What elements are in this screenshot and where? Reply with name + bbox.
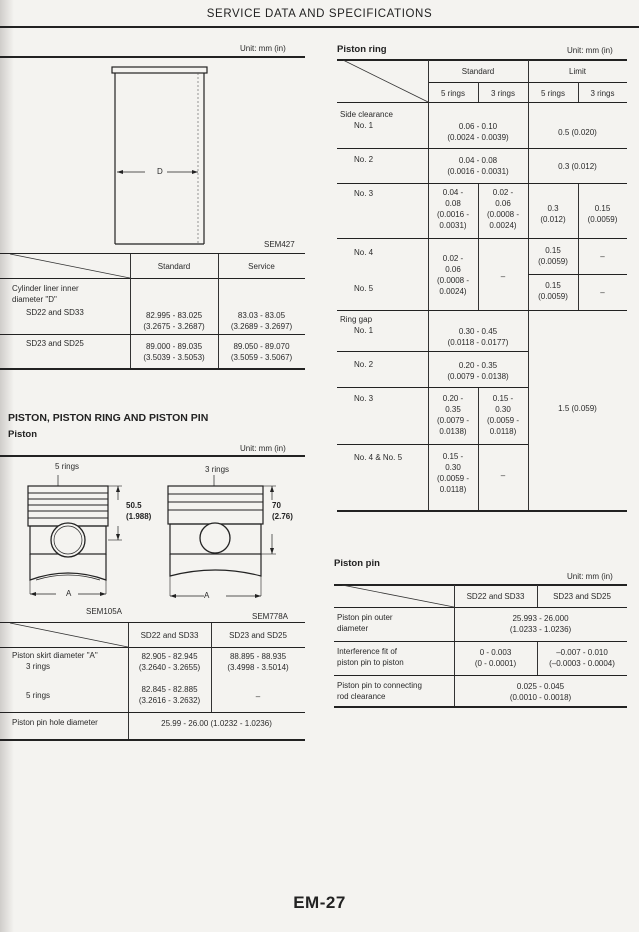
ring-hdr-lim-5: 5 rings [540,89,565,98]
pin-if-v2: –0.007 - 0.010 (–0.0003 - 0.0004) [549,648,615,668]
piston-fig2-label: 3 rings [205,465,230,474]
ring-sc45-std-3: – [500,272,506,281]
ring-hdr-rule [337,102,627,103]
ring-sc3-std-3: 0.02 - 0.06 (0.0008 - 0.0024) [486,188,520,230]
piston-fig1-height: 50.5 (1.988) [126,501,152,521]
pin-if-label-2: piston pin to piston [337,658,404,667]
cylinder-liner-figure [95,62,225,252]
pin-v-hdr-mid [537,585,538,607]
liner-row-label: Cylinder liner inner [12,284,79,293]
ring-table-diagonal [337,60,428,102]
ring-rg45-std-3: – [500,471,506,480]
piston-col-2: SD23 and SD25 [229,631,287,640]
piston-table-hdr-rule [0,647,305,648]
piston-top-rule [0,455,305,457]
piston-fig1-label: 5 rings [55,462,80,471]
ring-sc-bottom-rule [337,310,627,311]
ring-rg-no1: No. 1 [354,326,374,335]
ring-no4-rule-limit [528,274,627,275]
ring-sc2-lim: 0.3 (0.012) [558,162,597,171]
ring-rg45-std-5: 0.15 - 0.30 (0.0059 - 0.0118) [436,452,470,494]
piston-5rings-figure [14,470,129,600]
ring-sc2-rule [337,183,627,184]
pin-od-value: 25.993 - 26.000 (1.0233 - 1.0236) [509,614,572,634]
ring-side-clearance-label: Side clearance [340,110,393,119]
piston-3rings-v2: 88.895 - 88.935 (3.4998 - 3.5014) [227,652,289,672]
ring-hdr-std-5: 5 rings [440,89,465,98]
ring-sc2-std: 0.04 - 0.08 (0.0016 - 0.0031) [447,156,509,176]
piston-ring-title: Piston ring [337,44,387,55]
piston-fig2-dim-a: A [204,591,210,600]
pin-cl-value: 0.025 - 0.045 (0.0010 - 0.0018) [509,682,572,702]
piston-5rings-v1: 82.845 - 82.885 (3.2616 - 3.2632) [138,685,201,705]
ring-sc3-lim-3: 0.15 (0.0059) [587,204,618,224]
liner-figure-code: SEM427 [264,240,295,249]
piston-3rings-v1: 82.905 - 82.945 (3.2640 - 3.2655) [138,652,201,672]
ring-sc3-std-5: 0.04 - 0.08 (0.0016 - 0.0031) [436,188,470,230]
liner-std-2: 89.000 - 89.035 (3.5039 - 3.5053) [143,342,205,362]
pin-od-rule [334,641,627,642]
liner-dim-label: D [157,167,163,176]
page-number: EM-27 [293,893,346,912]
liner-std-1: 82.995 - 83.025 (3.2675 - 3.2687) [143,311,205,331]
piston-fig1-dim-a: A [66,589,72,598]
ring-rg-limit: 1.5 (0.059) [558,404,597,413]
ring-rg3-rule [337,444,528,445]
ring-sc4-lim-5: 0.15 (0.0059) [538,246,568,266]
pin-col-1: SD22 and SD33 [466,592,525,601]
piston-pin-unit: Unit: mm (in) [567,572,613,581]
ring-sc-no5: No. 5 [354,284,374,293]
liner-row-label-2: diameter "D" [12,295,57,304]
ring-sc3-lim-5: 0.3 (0.012) [540,204,566,224]
piston-table-diagonal [0,623,128,647]
piston-subheading: Piston [8,429,38,440]
ring-rg3-std-3: 0.15 - 0.30 (0.0059 - 0.0118) [486,394,520,436]
piston-table-bottom [0,739,305,741]
ring-sc5-lim-5: 0.15 (0.0059) [538,281,568,301]
liner-table-diagonal [0,254,130,278]
header-rule [0,26,639,28]
pin-if-v1: 0 - 0.003 (0 - 0.0001) [474,648,517,668]
piston-section-heading: PISTON, PISTON RING AND PISTON PIN [8,412,209,424]
liner-top-rule [0,56,305,58]
pin-col-2: SD23 and SD25 [553,592,611,601]
piston-5rings-label: 5 rings [26,691,51,700]
liner-row-rule [0,334,305,335]
ring-rg1-std: 0.30 - 0.45 (0.0118 - 0.0177) [447,327,509,347]
piston-fig1-code: SEM105A [86,607,123,616]
pin-table-diagonal [334,585,454,607]
pin-table-bottom [334,706,627,708]
piston-pin-title: Piston pin [334,558,380,569]
pin-od-label-2: diameter [337,624,369,633]
liner-unit: Unit: mm (in) [240,44,286,53]
ring-rg-no3: No. 3 [354,394,374,403]
ring-sc1-rule [337,148,627,149]
piston-skirt-label: Piston skirt diameter "A" [12,651,98,660]
pin-cl-label-2: rod clearance [337,692,386,701]
ring-hdr-limit: Limit [569,67,586,76]
ring-sc-no4: No. 4 [354,248,374,257]
ring-rg-no2: No. 2 [354,360,374,369]
liner-table-hdr-rule [0,278,305,279]
piston-3rings-figure [158,472,278,602]
liner-model-1: SD22 and SD33 [26,308,84,317]
liner-svc-1: 83.03 - 83.05 (3.2689 - 3.2697) [230,311,293,331]
piston-fig2-code: SEM778A [252,612,289,621]
ring-gap-label: Ring gap [340,315,373,324]
ring-rg3-std-5: 0.20 - 0.35 (0.0079 - 0.0138) [436,394,470,436]
ring-sc45-std-5: 0.02 - 0.06 (0.0008 - 0.0024) [436,254,470,296]
liner-svc-2: 89.050 - 89.070 (3.5059 - 3.5067) [230,342,293,362]
page-title: SERVICE DATA AND SPECIFICATIONS [206,8,433,20]
ring-sc-no1: No. 1 [354,121,374,130]
pin-if-rule [334,675,627,676]
ring-sc1-lim: 0.5 (0.020) [558,128,597,137]
ring-sc-no3: No. 3 [354,189,374,198]
ring-hdr-standard: Standard [461,67,495,76]
liner-col-service: Service [248,262,275,271]
ring-rg1-rule [337,351,528,352]
page-edge-shadow [0,0,14,932]
piston-col-1: SD22 and SD33 [140,631,199,640]
piston-pin-hole-label: Piston pin hole diameter [12,718,98,727]
ring-sc4-lim-3: – [600,252,605,261]
liner-model-2: SD23 and SD25 [26,339,84,348]
pin-if-label: Interference fit of [337,647,398,656]
liner-col-standard: Standard [157,262,191,271]
ring-hdr-lim-3: 3 rings [590,89,615,98]
pin-hdr-rule [334,607,627,608]
piston-row-rule [0,712,305,713]
ring-v-lim-mid-hdr [578,82,579,102]
ring-sc3-rule [337,238,627,239]
ring-table-bottom [337,510,627,512]
ring-rg2-rule [337,387,528,388]
piston-pin-hole-value: 25.99 - 26.00 (1.0232 - 1.0236) [161,719,272,728]
piston-ring-unit: Unit: mm (in) [567,46,613,55]
piston-5rings-v2: – [255,692,261,701]
piston-unit: Unit: mm (in) [240,444,286,453]
ring-sc-no2: No. 2 [354,155,374,164]
ring-sc1-std: 0.06 - 0.10 (0.0024 - 0.0039) [447,122,509,142]
liner-table-bottom [0,368,305,370]
ring-sc5-lim-3: – [600,288,605,297]
ring-hdr-std-3: 3 rings [490,89,515,98]
ring-rg-no45: No. 4 & No. 5 [354,453,403,462]
piston-fig2-height: 70 (2.76) [272,501,293,521]
ring-rg2-std: 0.20 - 0.35 (0.0079 - 0.0138) [447,361,509,381]
pin-cl-label: Piston pin to connecting [337,681,422,690]
pin-od-label: Piston pin outer [337,613,393,622]
piston-3rings-label: 3 rings [26,662,51,671]
ring-v-std-mid-hdr [478,82,479,102]
